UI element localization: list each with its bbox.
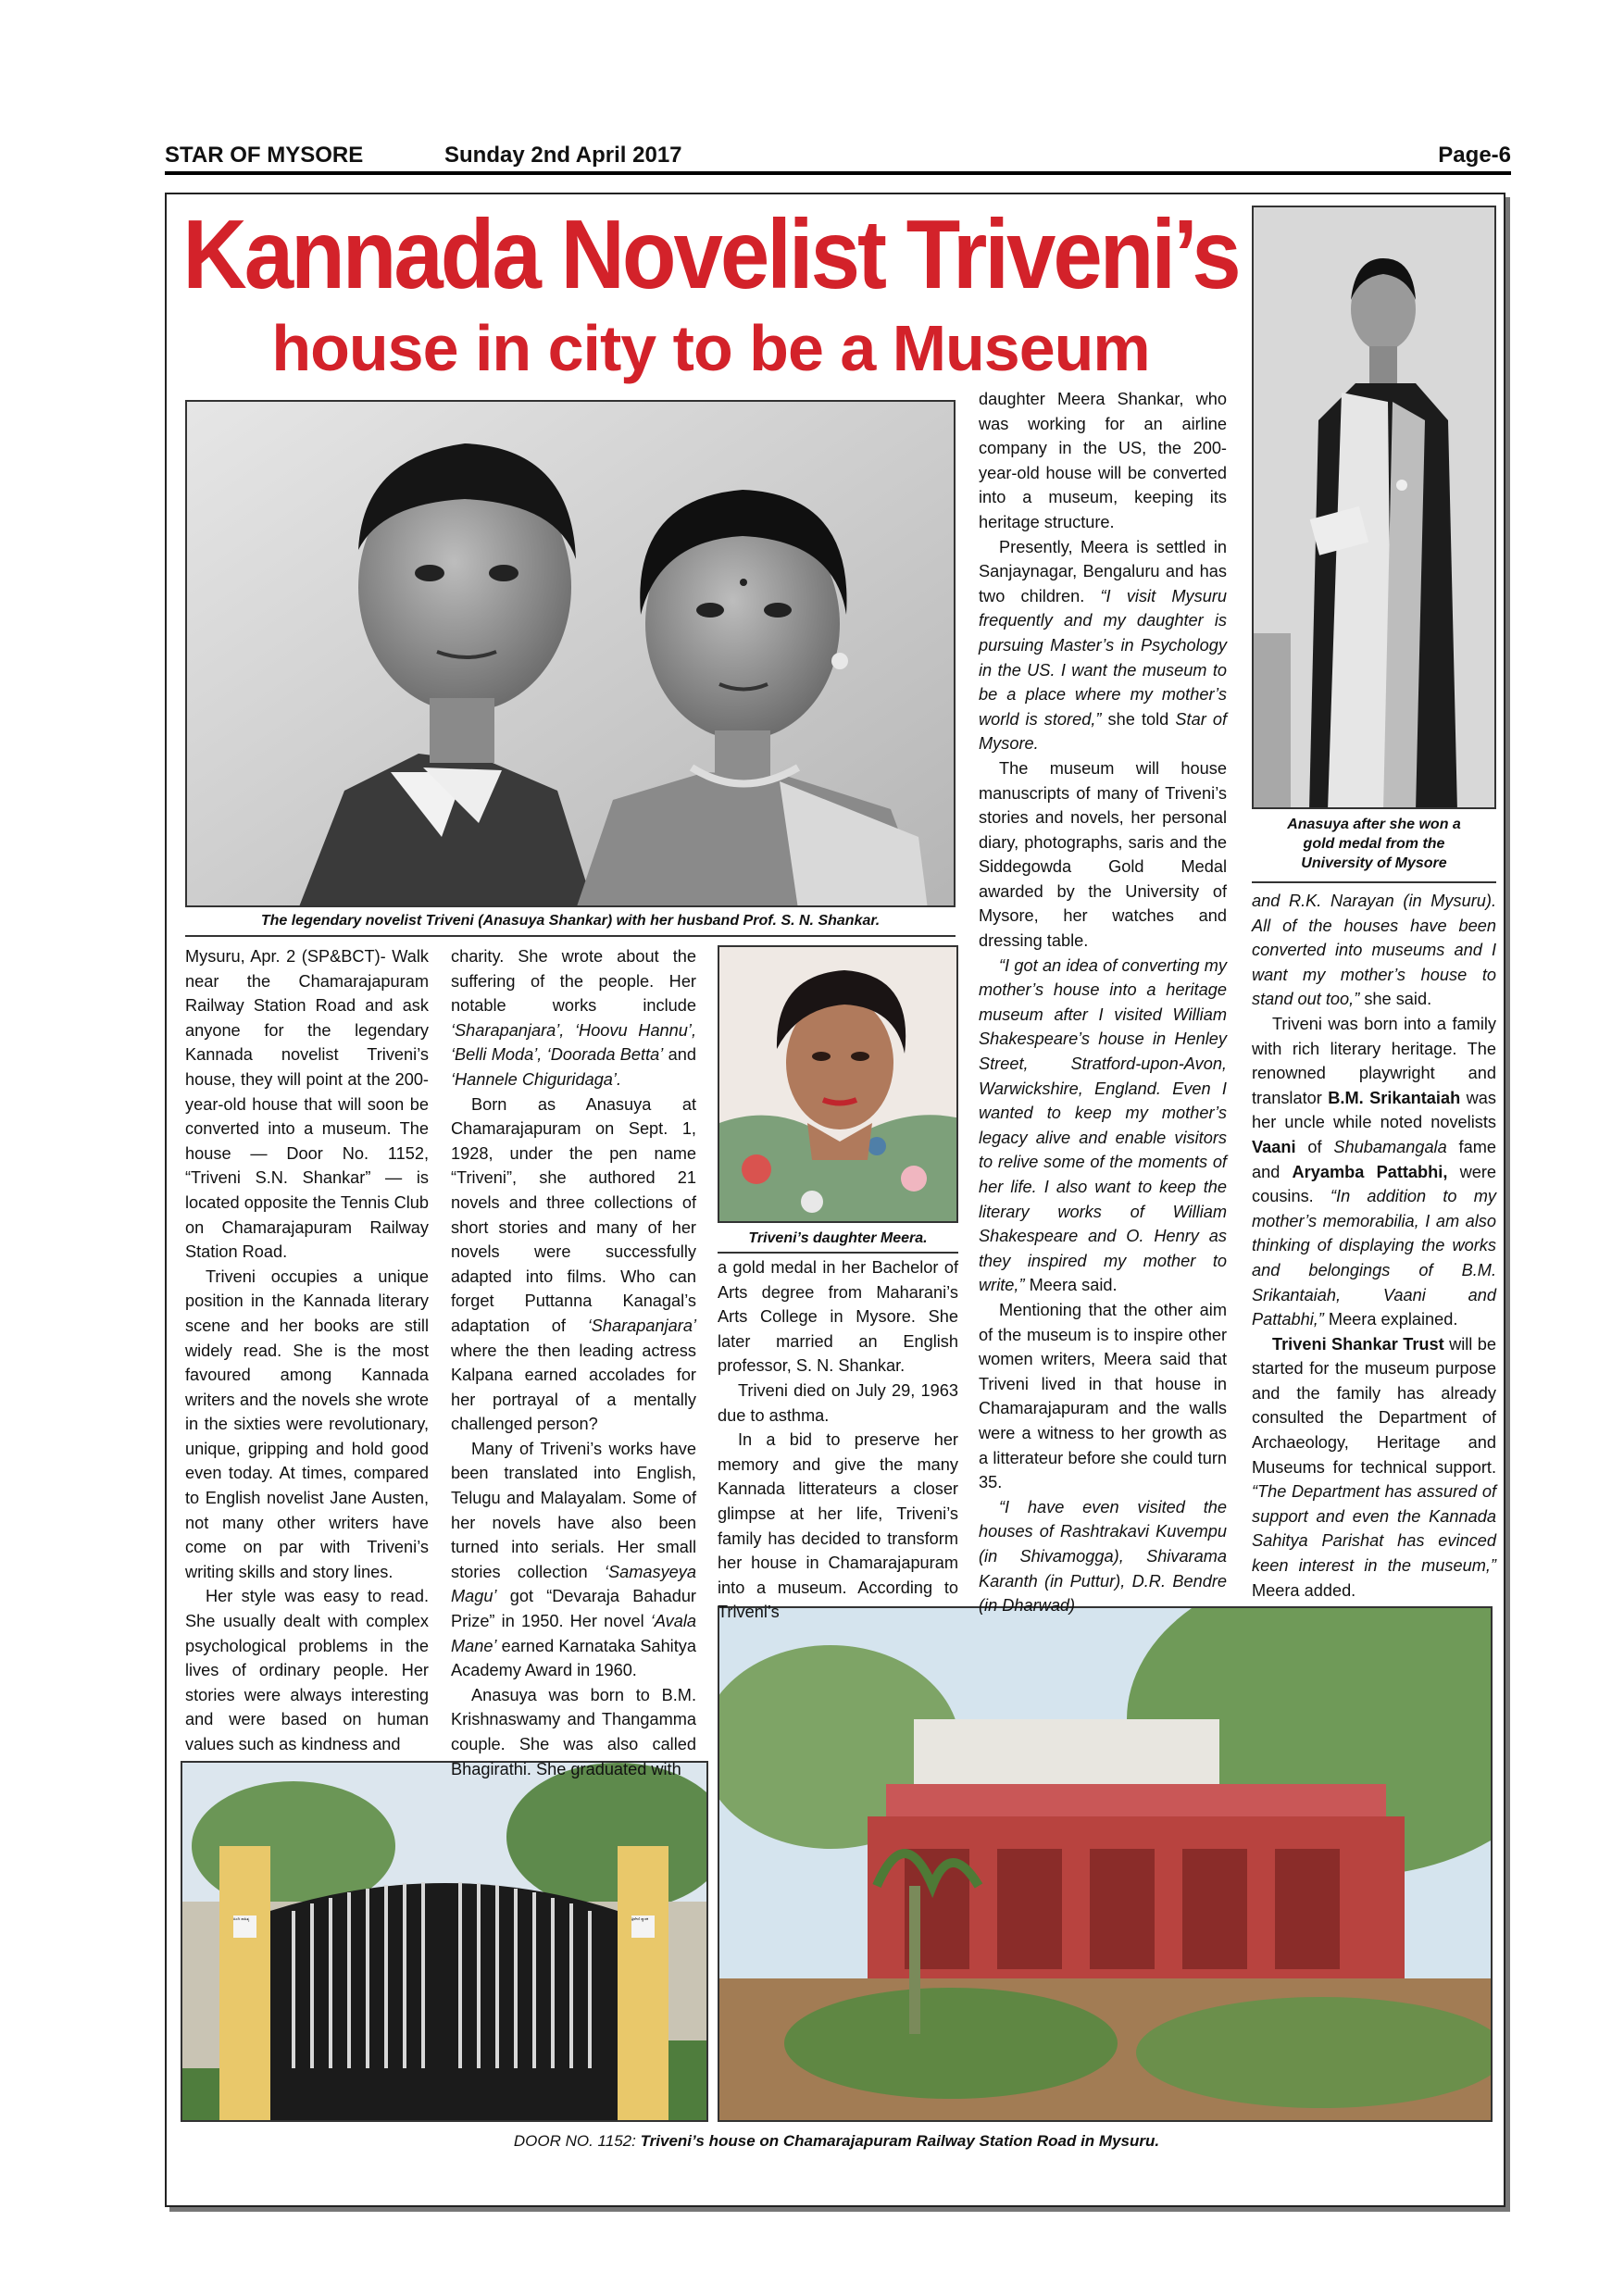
graduate-photo: [1252, 206, 1496, 809]
article-paragraph: Mentioning that the other aim of the museum is to inspire other women writers, Meera said that Triveni lived in that house in Chamarajapuram and the walls were a witness to her growth as a litterateur before she could turn 35.: [979, 1300, 1227, 1492]
house-photo: [718, 1606, 1493, 2122]
text-run: fame and: [1252, 1137, 1496, 1181]
article-paragraph: [451, 1437, 696, 1683]
text-run: Meera said.: [1024, 1276, 1118, 1295]
article-paragraph: [979, 954, 1227, 1298]
text-run: where the then leading actress Kalpana earned accolades for her portrayal of a mentally challenged person?: [451, 1341, 696, 1434]
works-title: ‘Avala Mane’: [451, 1612, 696, 1655]
text-run: she told: [1101, 709, 1176, 729]
works-title: ‘Sharapanjara’: [587, 1316, 696, 1335]
issue-date: Sunday 2nd April 2017: [444, 143, 682, 168]
article-column-4: [979, 387, 1227, 1618]
text-run: will be started for the museum purpose and the family has already consulted the Department of Archaeology, Heritage and Museums for technical support.: [1252, 1334, 1496, 1477]
article-column-1: [185, 944, 429, 1757]
works-title: ‘Hannele Chiguridaga’.: [451, 1069, 622, 1089]
person-name: Aryamba Pattabhi,: [1292, 1162, 1448, 1181]
article-paragraph: daughter Meera Shankar, who was working for an airline company in the US, the 200-year-old house will be converted into a museum, keeping its heritage structure.: [979, 390, 1227, 531]
gate-sign-right: ತ್ರಿವೇಣಿ ಸ್ಮಾರಕ: [631, 1916, 649, 1921]
text-run: got “Devaraja Bahadur Prize” in 1950. Her novel: [451, 1587, 696, 1631]
article-column-3: [718, 1255, 958, 1625]
house-caption-prefix: DOOR NO. 1152:: [513, 2132, 636, 2150]
text-run: Meera added.: [1252, 1580, 1356, 1600]
article-paragraph: [451, 1092, 696, 1437]
quote: “The Department has assured of support and even the Kannada Sahitya Parishat has evinced keen interest in the museum,”: [1252, 1482, 1496, 1576]
article-paragraph: Triveni occupies a unique position in the Kannada literary scene and her books are still widely read. She is the most favoured among Kannada writers and the novels she wrote in the sixties were revolutionary, unique, gripping and hold good even today. At times, compared to English novelist Jane Austen, not many other writers have come on par with Triveni’s writing skills and story lines.: [185, 1267, 429, 1581]
text-run: Presently, Meera is settled in Sanjaynagar, Bengaluru and has two children.: [979, 537, 1227, 605]
works-title: ‘Samasyeya Magu’: [451, 1562, 696, 1606]
article-paragraph: Mysuru, Apr. 2 (SP&BCT)- Walk near the Chamarajapuram Railway Station Road and ask anyone for the legendary Kannada novelist Triveni’s house, they will point at the 200-year-old house that will soon be converted into a museum. The house — Door No. 1152, “Triveni S.N. Shankar” — is located opposite the Tennis Club on Chamarajapuram Railway Station Road.: [185, 947, 429, 1262]
caption-rule: [1252, 881, 1496, 883]
meera-photo-caption: Triveni’s daughter Meera.: [748, 1230, 928, 1246]
text-run: Born as Anasuya at Chamarajapuram on Sept. 1, 1928, under the pen name “Triveni”, she authored 21 novels and three collections of short stories and many of her novels were successfully adapted into films. Who can forget Puttanna Kanagal’s adaptation of: [451, 1094, 696, 1335]
couple-photo-caption: The legendary novelist Triveni (Anasuya Shankar) with her husband Prof. S. N. Shankar.: [260, 913, 881, 929]
article-paragraph: [1252, 1332, 1496, 1603]
headline-line-2: house in city to be a Museum: [271, 312, 1150, 384]
article-paragraph: [451, 944, 696, 1092]
article-column-2: [451, 944, 696, 1781]
meera-photo: [718, 945, 958, 1223]
masthead: [165, 139, 1511, 174]
text-run: were cousins.: [1252, 1162, 1496, 1206]
article-paragraph: [979, 535, 1227, 756]
text-run: earned Karnataka Sahitya Academy Award in 1960.: [451, 1636, 696, 1680]
caption-rule: [185, 935, 956, 937]
masthead-rule: [165, 171, 1511, 175]
quote: and R.K. Narayan (in Mysuru). All of the houses have been converted into museums and I want my mother’s house to stand out too,”: [1252, 892, 1496, 1009]
article-paragraph: Her style was easy to read. She usually dealt with complex psychological problems in the lives of ordinary people. Her stories were always interesting and were based on human values such as kindness and: [185, 1587, 429, 1753]
text-run: charity. She wrote about the suffering of the people. Her notable works include: [451, 947, 696, 1016]
text-run: she said.: [1359, 990, 1432, 1009]
page-number: Page-6: [1438, 143, 1511, 168]
article-paragraph: a gold medal in her Bachelor of Arts degree from Maharani’s Arts College in Mysore. She later married an English professor, S. N. Shankar.: [718, 1258, 958, 1376]
quote: “I got an idea of converting my mother’s house into a heritage museum after I visited William Shakespeare’s house in Henley Street, Stratford-upon-Avon, Warwickshire, England. Even I wanted to keep my mother’s legacy alive and enable visitors to relive some of the moments of her life. I also want to keep the literary works of William Shakespeare and O. Henry as they inspired my mother to write,”: [979, 955, 1227, 1295]
meera-photo-image: [719, 947, 958, 1223]
gate-photo: [181, 1761, 708, 2122]
gate-photo-image: [182, 1763, 708, 2122]
person-name: Vaani: [1252, 1137, 1296, 1156]
text-run: Many of Triveni’s works have been translated into English, Telugu and Malayalam. Some of her novels have also been turned into serials. Her small stories collection: [451, 1439, 696, 1581]
works-title: ‘Sharapanjara’, ‘Hoovu Hannu’, ‘Belli Moda’, ‘Doorada Betta’: [451, 1020, 696, 1065]
newspaper-name: Star of Mysore.: [979, 709, 1228, 754]
quote: “In addition to my mother’s memorabilia, I am also thinking of displaying the works and belongings of B.M. Srikantaiah, Vaani and Pattabhi,”: [1252, 1187, 1496, 1329]
couple-photo: [185, 400, 956, 907]
house-caption-text: Triveni’s house on Chamarajapuram Railway Station Road in Mysuru.: [640, 2132, 1160, 2150]
house-photo-caption: [181, 2131, 1493, 2151]
person-name: B.M. Srikantaiah: [1328, 1088, 1461, 1107]
works-title: Shubamangala: [1333, 1137, 1447, 1156]
couple-photo-image: [187, 402, 956, 907]
house-photo-image: [719, 1608, 1493, 2122]
headline: [181, 200, 1241, 387]
article-paragraph: Triveni died on July 29, 1963 due to asthma.: [718, 1380, 958, 1425]
headline-line-1: Kannada Novelist Triveni’s: [182, 200, 1239, 310]
article-paragraph: The museum will house manuscripts of many of Triveni’s stories and novels, her personal diary, photographs, saris and the Siddegowda Gold Medal awarded by the University of Mysore, her watches and dressing table.: [979, 758, 1227, 951]
article-paragraph: [979, 1495, 1227, 1618]
graduate-photo-caption: Anasuya after she won a gold medal from the University of Mysore: [1287, 817, 1461, 871]
text-run: of: [1295, 1137, 1334, 1156]
article-paragraph: In a bid to preserve her memory and give the many Kannada litterateurs a closer glimpse at her life, Triveni’s family has decided to transform her house in Chamarajapuram into a museum. According to Triveni’s: [718, 1430, 958, 1622]
article-paragraph: Anasuya was born to B.M. Krishnaswamy and Thangamma couple. She was also called Bhagirathi. She graduated with: [451, 1685, 696, 1778]
text-run: Triveni was born into a family with rich literary heritage. The renowned playwright and translator: [1252, 1014, 1496, 1107]
article-column-5: [1252, 889, 1496, 1603]
text-run: Meera explained.: [1323, 1310, 1458, 1329]
text-run: and: [663, 1045, 696, 1065]
quote: “I visit Mysuru frequently and my daughter is pursuing Master’s in Psychology in the US. I want the museum to be a place where my mother’s world is stored,”: [979, 586, 1227, 729]
graduate-photo-image: [1254, 207, 1496, 809]
publication-name: STAR OF MYSORE: [165, 143, 364, 168]
article-paragraph: [1252, 889, 1496, 1012]
gate-sign-left: ಹಿಂದಿ ಸಾಹಿತ್ಯ: [233, 1916, 250, 1921]
caption-rule: [718, 1252, 958, 1254]
quote: “I have even visited the houses of Rashtrakavi Kuvempu (in Shivamogga), Shivarama Karanth (in Puttur), D.R. Bendre (in Dharwad): [979, 1497, 1227, 1616]
article-paragraph: [1252, 1012, 1496, 1332]
text-run: was her uncle while noted novelists: [1252, 1088, 1496, 1132]
trust-name: Triveni Shankar Trust: [1272, 1334, 1444, 1354]
